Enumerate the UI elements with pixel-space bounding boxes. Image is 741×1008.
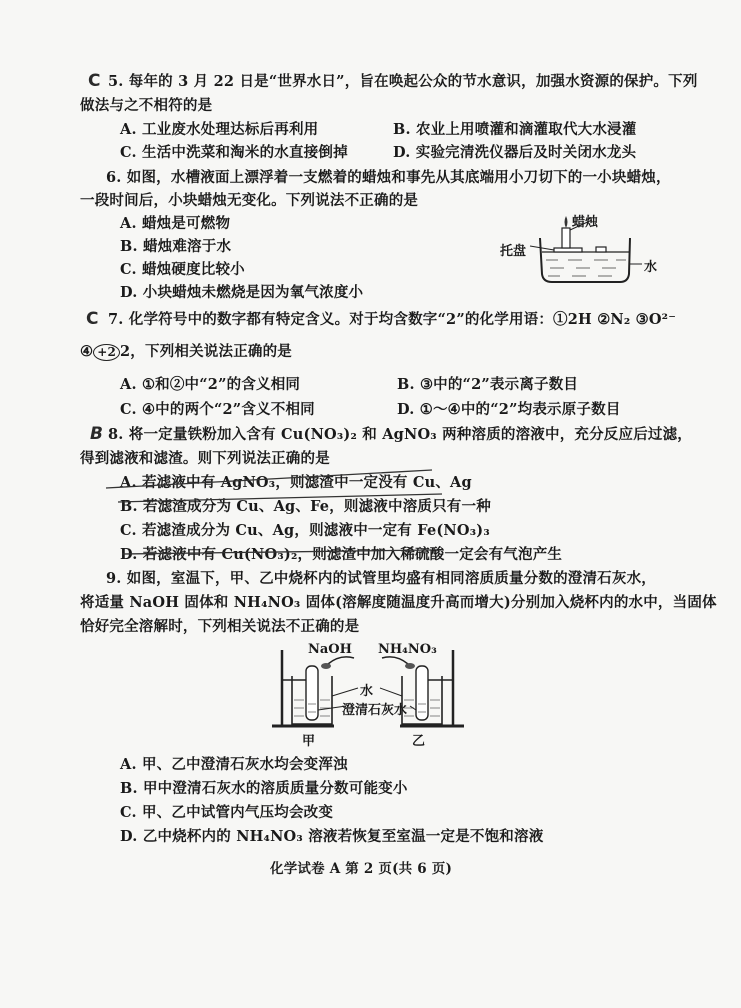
- q5-stem-line2: 做法与之不相符的是: [80, 97, 213, 114]
- q6-option-b: B. 蜡烛难溶于水: [120, 238, 232, 255]
- q9-label-naoh: NaOH: [308, 642, 352, 657]
- q8-option-a: A. 若滤液中有 AgNO₃，则滤渣中一定没有 Cu、Ag: [120, 474, 472, 491]
- q8-stem-line1: 8. 将一定量铁粉加入含有 Cu(NO₃)₂ 和 AgNO₃ 两种溶质的溶液中，充分反应后过滤，: [108, 426, 692, 443]
- q5-stem-line1: 5. 每年的 3 月 22 日是“世界水日”，旨在唤起公众的节水意识，加强水资源的保护。下列: [108, 73, 698, 90]
- q7-option-a: A. ①和②中“2”的含义相同: [120, 376, 301, 393]
- q5-option-a: A. 工业废水处理达标后再利用: [120, 121, 319, 138]
- q6-option-a: A. 蜡烛是可燃物: [120, 215, 231, 232]
- q6-option-c: C. 蜡烛硬度比较小: [120, 261, 245, 278]
- q6-option-d: D. 小块蜡烛未燃烧是因为氧气浓度小: [120, 284, 364, 301]
- q5-option-b: B. 农业上用喷灌和滴灌取代大水浸灌: [393, 121, 637, 138]
- answer-mark-q8: B: [90, 424, 103, 444]
- q9-stem-line1: 9. 如图，室温下，甲、乙中烧杯内的试管里均盛有相同溶质质量分数的澄清石灰水，: [106, 570, 656, 587]
- q9-label-nh4no3: NH₄NO₃: [378, 642, 437, 657]
- q8-stem-line2: 得到滤液和滤渣。则下列说法正确的是: [80, 450, 330, 467]
- q6-stem-line2: 一段时间后，小块蜡烛无变化。下列说法不正确的是: [80, 192, 419, 209]
- q8-option-b: B. 若滤渣成分为 Cu、Ag、Fe，则滤液中溶质只有一种: [120, 498, 491, 515]
- q6-label-candle: 蜡烛: [572, 215, 599, 230]
- q7-item4-number: ④: [80, 343, 94, 360]
- answer-mark-q7: C: [86, 309, 99, 329]
- q7-option-b: B. ③中的“2”表示离子数目: [397, 376, 579, 393]
- q6-label-water: 水: [644, 260, 658, 275]
- q7-stem-line2-text: 2，下列相关说法正确的是: [120, 343, 293, 360]
- q9-option-d: D. 乙中烧杯内的 NH₄NO₃ 溶液若恢复至室温一定是不饱和溶液: [120, 828, 544, 845]
- q7-stem-line2: [80, 343, 292, 361]
- q8-option-c: C. 若滤渣成分为 Cu、Ag，则滤液中一定有 Fe(NO₃)₃: [120, 522, 490, 539]
- q7-option-c: C. ④中的两个“2”含义不相同: [120, 401, 315, 418]
- q5-option-c: C. 生活中洗菜和淘米的水直接倒掉: [120, 144, 348, 161]
- q7-atom-diagram: +2: [93, 344, 120, 361]
- q9-stem-line2: 将适量 NaOH 固体和 NH₄NO₃ 固体(溶解度随温度升高而增大)分别加入烧杯内的水中，当固体: [80, 594, 717, 611]
- q9-stem-line3: 恰好完全溶解时，下列相关说法不正确的是: [80, 618, 360, 635]
- page-footer: 化学试卷 A 第 2 页(共 6 页): [270, 861, 453, 877]
- handwritten-strikes: [102, 470, 442, 570]
- q9-option-a: A. 甲、乙中澄清石灰水均会变浑浊: [120, 756, 348, 773]
- q7-option-d: D. ①～④中的“2”均表示原子数目: [397, 401, 621, 418]
- q9-label-limewater: 澄清石灰水: [342, 703, 408, 718]
- q9-label-yi: 乙: [412, 734, 426, 749]
- q9-option-c: C. 甲、乙中试管内气压均会改变: [120, 804, 334, 821]
- q9-option-b: B. 甲中澄清石灰水的溶质质量分数可能变小: [120, 780, 408, 797]
- q9-label-jia: 甲: [302, 734, 316, 749]
- q7-stem-line1: 7. 化学符号中的数字都有特定含义。对于均含数字“2”的化学用语：①2H ②N₂ ③O²⁻: [108, 311, 677, 328]
- answer-mark-q5: C: [88, 71, 101, 91]
- q9-label-water: 水: [360, 684, 374, 699]
- q6-stem-line1: 6. 如图，水槽液面上漂浮着一支燃着的蜡烛和事先从其底端用小刀切下的一小块蜡烛，: [106, 169, 671, 186]
- q6-label-tray: 托盘: [500, 244, 527, 259]
- q8-option-d: D. 若滤液中有 Cu(NO₃)₂，则滤渣中加入稀硫酸一定会有气泡产生: [120, 546, 563, 563]
- q5-option-d: D. 实验完清洗仪器后及时关闭水龙头: [393, 144, 637, 161]
